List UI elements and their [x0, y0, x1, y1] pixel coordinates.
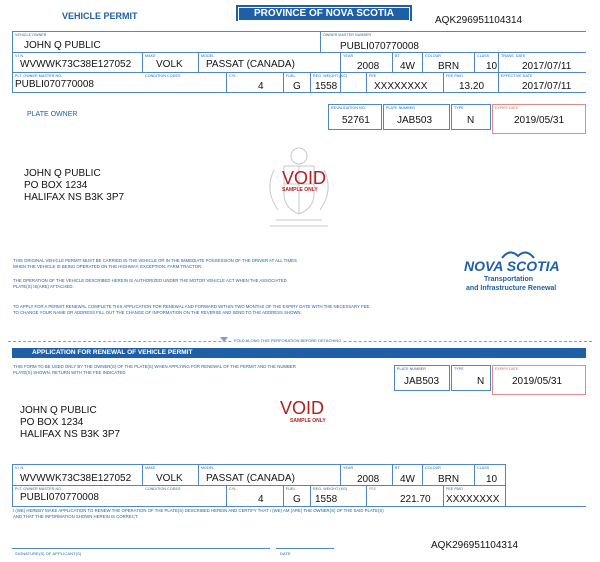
divider: [366, 72, 367, 92]
renewal-fuel-value: G: [293, 494, 301, 505]
condition-codes-label: CONDITION CODES: [145, 74, 181, 78]
owner-master-value: PUBLI070770008: [340, 41, 419, 52]
reg-weight-label: REG. WEIGHT (KG): [313, 74, 348, 78]
divider: [366, 485, 367, 506]
colour-label: COLOUR: [425, 54, 441, 58]
renewal-plate-value: JAB503: [404, 376, 440, 387]
permit-title: VEHICLE PERMIT: [62, 11, 138, 21]
renewal-colour-label: COLOUR: [425, 466, 441, 470]
class-value: 10: [486, 61, 498, 72]
divider: [198, 52, 199, 72]
effective-date-label: EFFECTIVE DATE: [501, 74, 533, 78]
renewal-class-label: CLASS: [477, 466, 490, 470]
document-number-top: AQK296951104314: [435, 15, 523, 26]
make-value: VOLK: [156, 59, 183, 70]
renewal-type-value: N: [477, 376, 485, 387]
renewal-title-bar: [12, 348, 586, 358]
renewal-condition-label: CONDITION CODES: [145, 487, 181, 491]
carry-note-3: THE OPERATION OF THE VEHICLE DESCRIBED HEREIN IS AUTHORIZED UNDER THE MOTOR VEHICLE ACT WHEN THE ASSOCIATED: [13, 278, 287, 283]
fee-paid-label: FEE PAID: [446, 74, 463, 78]
plate-owner-label: PLATE OWNER: [27, 111, 78, 118]
fuel-value: G: [293, 81, 301, 92]
divider: [474, 52, 475, 72]
sample-only-renewal: SAMPLE ONLY: [290, 418, 326, 424]
divider: [12, 31, 586, 32]
bt-label: BT: [395, 54, 400, 58]
revalidation-label: REVALIDATION NO.: [331, 106, 366, 110]
vin-value: WVWWK73C38E127052: [20, 59, 132, 70]
renewal-year-value: 2008: [357, 474, 380, 485]
make-label: MAKE: [145, 54, 156, 58]
renewal-instruction-1: THIS FORM TO BE USED ONLY BY THE OWNER(S) OF THE PLATE(S) WHEN APPLYING FOR RENEWAL OF THE PERMIT AND THE NUMBER: [13, 364, 296, 369]
reg-weight-value: 1558: [315, 81, 338, 92]
renewal-type-label: TYPE: [454, 367, 464, 371]
sample-only-top: SAMPLE ONLY: [282, 187, 318, 193]
renewal-bt-value: 4W: [400, 474, 415, 485]
trans-date-label: TRANS. DATE: [501, 54, 526, 58]
signature-label: SIGNATURE(S) OF APPLICANT(S): [15, 551, 82, 556]
divider: [12, 464, 13, 506]
divider: [422, 52, 423, 72]
renewal-address-line3: HALIFAX NS B3K 3P7: [20, 429, 121, 440]
divider: [392, 464, 393, 485]
divider: [443, 72, 444, 92]
divider: [12, 485, 505, 486]
cyl-label: CYL: [229, 74, 237, 78]
renewal-note-1: TO APPLY FOR A PERMIT RENEWAL COMPLETE THIS APPLICATION FOR RENEWAL AND FORWARD WITHIN TWO MONTHS OF THE EXPIRY DATE WITH THE NECESSARY FEE.: [13, 304, 371, 309]
vin-label: V.I.N.: [15, 54, 25, 58]
renewal-plate-label: PLATE NUMBER: [397, 367, 426, 371]
divider: [12, 52, 586, 53]
fee-paid-value: 13.20: [459, 81, 485, 92]
province-banner-text: PROVINCE OF NOVA SCOTIA: [238, 7, 410, 21]
divider: [498, 52, 499, 92]
divider: [12, 464, 505, 465]
renewal-model-value: PASSAT (CANADA): [206, 473, 295, 484]
renewal-bt-label: BT: [395, 466, 400, 470]
logo-dept-2: and Infrastructure Renewal: [466, 285, 557, 292]
divider: [422, 464, 423, 485]
renewal-model-label: MODEL: [201, 466, 215, 470]
year-label: YEAR: [343, 54, 354, 58]
expiry-value: 2019/05/31: [514, 115, 565, 126]
renewal-address-line1: JOHN Q PUBLIC: [20, 405, 97, 416]
fold-marker-icon: [220, 337, 228, 342]
document-number-bottom: AQK296951104314: [431, 540, 519, 551]
cyl-value: 4: [258, 81, 264, 92]
divider: [340, 464, 341, 485]
renewal-address-line2: PO BOX 1234: [20, 417, 84, 428]
divider: [340, 52, 341, 92]
divider: [283, 72, 284, 92]
year-value: 2008: [357, 61, 380, 72]
divider: [474, 464, 475, 485]
renewal-expiry-label: EXPIRY DATE: [495, 367, 519, 371]
divider: [443, 485, 444, 506]
divider: [198, 464, 199, 485]
owner-master-label: OWNER MASTER NUMBER: [323, 33, 372, 37]
divider: [320, 31, 321, 52]
divider: [310, 72, 311, 92]
type-value: N: [467, 115, 475, 126]
nova-scotia-logo: [460, 248, 580, 298]
renewal-fee-value: 221.70: [400, 494, 431, 505]
declaration-1: I (WE) HEREBY MAKE APPLICATION TO RENEW THE OPERATION OF THE PLATE(S) DESCRIBED HEREIN AND CERTIFY THAT I (WE) AM (ARE) THE OWNER(S) OF THE SAID PLATE(S): [13, 508, 384, 513]
revalidation-value: 52761: [342, 115, 370, 126]
date-label: DATE: [280, 551, 291, 556]
renewal-class-value: 10: [486, 474, 498, 485]
renewal-cyl-label: CYL: [229, 487, 237, 491]
logo-dept-1: Transportation: [484, 276, 534, 283]
logo-name: NOVA SCOTIA: [464, 258, 560, 274]
renewal-colour-value: BRN: [438, 474, 460, 485]
renewal-vin-label: V.I.N.: [15, 466, 25, 470]
trans-date-value: 2017/07/11: [522, 61, 572, 72]
divider: [226, 72, 227, 92]
model-label: MODEL: [201, 54, 215, 58]
class-label: CLASS: [477, 54, 490, 58]
signature-field[interactable]: [12, 548, 270, 549]
owner-address-line1: JOHN Q PUBLIC: [24, 168, 101, 179]
owner-address-line2: PO BOX 1234: [24, 180, 88, 191]
renewal-cyl-value: 4: [258, 494, 264, 505]
fuel-label: FUEL: [286, 74, 296, 78]
divider: [283, 485, 284, 506]
owner-address-line3: HALIFAX NS B3K 3P7: [24, 192, 125, 203]
void-stamp-renewal: VOID: [280, 398, 325, 418]
renewal-fee-paid-value: XXXXXXXX: [446, 494, 500, 505]
divider: [226, 485, 227, 506]
renewal-instruction-2: PLATE(S) SHOWN. RETURN WITH THE FEE INDICATED: [13, 370, 126, 375]
divider: [505, 464, 506, 506]
carry-note-4: PLATE(S) IS(ARE) ATTACHED.: [13, 284, 74, 289]
renewal-fee-paid-label: FEE PAID: [446, 487, 463, 491]
renewal-make-value: VOLK: [156, 473, 183, 484]
type-label: TYPE: [454, 106, 464, 110]
plt-owner-master-label: PLT. OWNER MASTER NO.: [15, 74, 63, 78]
province-banner: [236, 5, 412, 21]
fee-label: FEE: [369, 74, 377, 78]
divider: [392, 52, 393, 72]
renewal-fee-label: FEE: [369, 487, 376, 491]
divider: [12, 31, 13, 92]
colour-value: BRN: [438, 61, 460, 72]
renewal-fuel-label: FUEL: [286, 487, 296, 491]
expiry-label: EXPIRY DATE: [495, 106, 519, 110]
vehicle-owner-label: VEHICLE OWNER: [15, 33, 47, 37]
divider: [12, 506, 586, 507]
plate-number-value: JAB503: [397, 115, 433, 126]
renewal-vin-value: WVWWK73C38E127052: [20, 473, 132, 484]
divider: [142, 52, 143, 72]
divider: [142, 464, 143, 485]
void-stamp-top: VOID: [282, 168, 327, 188]
divider: [12, 72, 586, 73]
renewal-title: APPLICATION FOR RENEWAL OF VEHICLE PERMIT: [32, 349, 193, 356]
renewal-reg-weight-label: REG. WEIGHT (KG): [313, 487, 348, 491]
carry-note-2: WHEN THE VEHICLE IS BEING OPERATED ON THE HIGHWAY, EXCEPTION: FARM TRACTOR.: [13, 264, 203, 269]
divider: [310, 485, 311, 506]
renewal-plt-owner-value: PUBLI070770008: [20, 492, 99, 503]
renewal-reg-weight-value: 1558: [315, 494, 338, 505]
plt-owner-master-value: PUBLI070770008: [15, 79, 94, 90]
fold-note: FOLD ALONG THIS PERFORATION BEFORE DETACHING: [234, 338, 342, 343]
vehicle-owner-value: JOHN Q PUBLIC: [24, 40, 101, 51]
plate-number-label: PLATE NUMBER: [386, 106, 415, 110]
renewal-expiry-value: 2019/05/31: [512, 376, 563, 387]
model-value: PASSAT (CANADA): [206, 59, 295, 70]
carry-note-1: THIS ORIGINAL VEHICLE PERMIT MUST BE CARRIED IN THE VEHICLE OR IN THE IMMEDIATE POSSESSION OF THE DRIVER AT ALL TIMES: [13, 258, 297, 263]
renewal-plt-owner-label: PLT. OWNER MASTER NO.: [15, 487, 63, 491]
renewal-make-label: MAKE: [145, 466, 156, 470]
bt-value: 4W: [400, 61, 415, 72]
date-field[interactable]: [276, 548, 334, 549]
renewal-year-label: YEAR: [343, 466, 354, 470]
declaration-2: AND THAT THE INFORMATION SHOWN HEREIN IS CORRECT.: [13, 514, 139, 519]
fee-value: XXXXXXXX: [374, 81, 428, 92]
renewal-note-2: TO CHANGE YOUR NAME OR ADDRESS FILL OUT THE CHANGE OF INFORMATION ON THE REVERSE AND SEND TO THE ADDRESS SHOWN.: [13, 310, 302, 315]
divider: [12, 92, 586, 93]
effective-date-value: 2017/07/11: [522, 81, 572, 92]
